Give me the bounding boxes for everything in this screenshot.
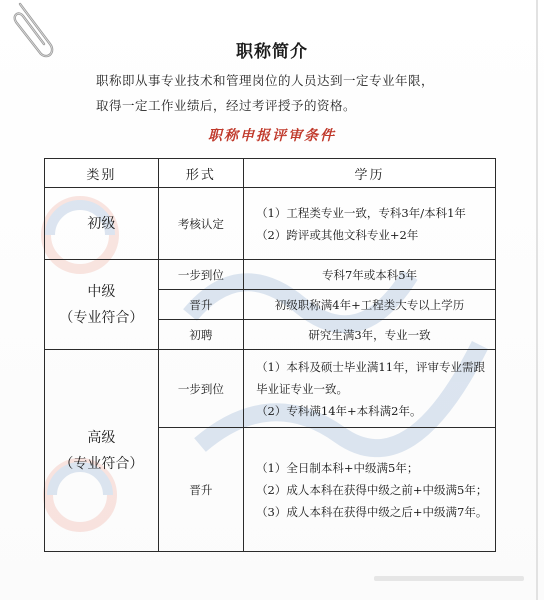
table-row xyxy=(45,188,496,260)
category-intermediate xyxy=(45,260,159,350)
header-education: 学历 xyxy=(244,159,496,188)
education-line: （1）工程类专业一致，专科3年/本科1年 xyxy=(256,205,466,220)
table-header-row xyxy=(45,159,496,188)
table-row xyxy=(45,260,496,290)
form-cell: 晋升 xyxy=(158,428,243,552)
category-note: （专业符合） xyxy=(59,309,144,326)
form-cell: 初聘 xyxy=(158,320,243,350)
category-label: 中级 xyxy=(87,283,116,300)
education-cell xyxy=(244,428,496,552)
table-row xyxy=(45,350,496,428)
education-line: 毕业证专业一致。 xyxy=(256,381,349,396)
education-cell xyxy=(244,350,496,428)
faint-watermark-signature xyxy=(374,570,534,586)
education-cell: 专科7年或本科5年 xyxy=(244,260,496,290)
education-line: （2）专科满14年+本科满2年。 xyxy=(256,403,422,418)
header-category: 类别 xyxy=(45,159,159,188)
page-edge xyxy=(536,0,538,600)
education-line: （1）本科及硕士毕业满11年，评审专业需跟 xyxy=(256,359,486,374)
education-cell: 研究生满3年，专业一致 xyxy=(244,320,496,350)
section-subtitle: 职称申报评审条件 xyxy=(208,128,336,144)
education-line: （1）全日制本科+中级满5年； xyxy=(256,460,419,475)
form-cell: 一步到位 xyxy=(158,260,243,290)
education-cell xyxy=(244,188,496,260)
category-junior: 初级 xyxy=(45,188,159,260)
education-line: （3）成人本科在获得中级之后+中级满7年。 xyxy=(256,504,488,519)
intro-line-1: 职称即从事专业技术和管理岗位的人员达到一定专业年限， xyxy=(96,73,435,88)
category-senior xyxy=(45,350,159,552)
category-label: 高级 xyxy=(87,429,116,446)
criteria-table xyxy=(44,158,496,552)
page-title: 职称简介 xyxy=(236,42,308,62)
category-note: （专业符合） xyxy=(59,455,144,472)
form-cell: 考核认定 xyxy=(158,188,243,260)
header-form: 形式 xyxy=(158,159,243,188)
education-line: （2）成人本科在获得中级之前+中级满5年； xyxy=(256,482,488,497)
form-cell: 晋升 xyxy=(158,290,243,320)
education-cell: 初级职称满4年+工程类大专以上学历 xyxy=(244,290,496,320)
intro-line-2: 取得一定工作业绩后，经过考评授予的资格。 xyxy=(96,98,357,113)
education-line: （2）跨评或其他文科专业+2年 xyxy=(256,227,419,242)
form-cell: 一步到位 xyxy=(158,350,243,428)
